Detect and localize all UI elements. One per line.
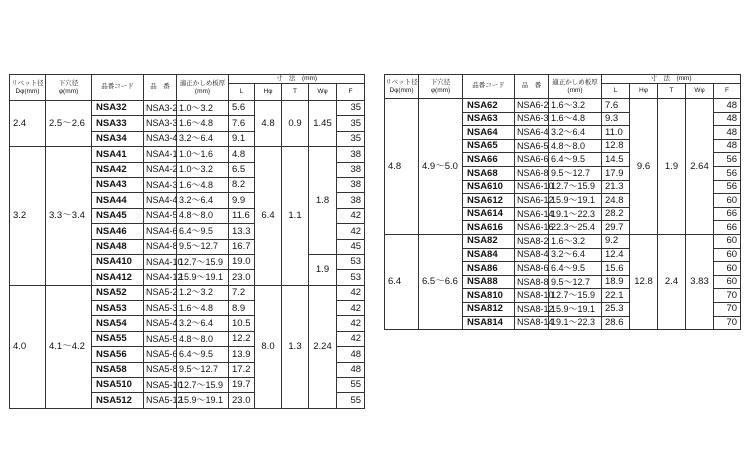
product-code-cell: NSA612: [463, 194, 515, 208]
grip-cell: 4.8～8.0: [177, 208, 229, 223]
item-no-cell: NSA5-8: [144, 362, 177, 377]
F-cell: 70: [714, 289, 741, 303]
item-no-cell: NSA6-3: [515, 112, 549, 126]
L-cell: 24.8: [602, 194, 630, 208]
L-cell: 7.2: [229, 285, 255, 300]
item-no-cell: NSA6-6: [515, 153, 549, 167]
F-cell: 55: [337, 378, 365, 393]
L-cell: 17.9: [602, 166, 630, 180]
L-cell: 17.2: [229, 362, 255, 377]
grip-cell: 12.7～15.9: [549, 180, 602, 194]
F-cell: 66: [714, 221, 741, 235]
header-hole-dia: 下穴径 φ(mm): [46, 75, 92, 101]
product-code-cell: NSA410: [92, 254, 144, 269]
product-code-cell: NSA55: [92, 331, 144, 346]
item-no-cell: NSA4-5: [144, 208, 177, 223]
header-T: T: [282, 84, 309, 101]
item-no-cell: NSA6-8: [515, 166, 549, 180]
product-code-cell: NSA610: [463, 180, 515, 194]
product-code-cell: NSA68: [463, 166, 515, 180]
H-cell: 6.4: [255, 147, 282, 286]
rivet-dia-cell: 4.8: [385, 99, 419, 235]
item-no-cell: NSA6-16: [515, 221, 549, 235]
F-cell: 42: [337, 224, 365, 239]
item-no-cell: NSA8-2: [515, 234, 549, 248]
F-cell: 56: [714, 180, 741, 194]
header-grip: 適正かしめ板厚 (mm): [177, 75, 229, 101]
product-code-cell: NSA66: [463, 153, 515, 167]
rivet-dia-cell: 2.4: [10, 101, 46, 147]
L-cell: 8.9: [229, 301, 255, 316]
F-cell: 60: [714, 262, 741, 276]
item-no-cell: NSA8-4: [515, 248, 549, 262]
header-Hphi: Hφ: [630, 84, 658, 99]
L-cell: 23.0: [229, 393, 255, 408]
grip-cell: 1.6～4.8: [549, 112, 602, 126]
item-no-cell: NSA6-4: [515, 126, 549, 140]
L-cell: 29.7: [602, 221, 630, 235]
product-code-cell: NSA510: [92, 378, 144, 393]
product-code-cell: NSA48: [92, 239, 144, 254]
header-item-no: 品 番: [144, 75, 177, 101]
item-no-cell: NSA4-8: [144, 239, 177, 254]
L-cell: 25.3: [602, 302, 630, 316]
header-T: T: [658, 84, 686, 99]
W-cell: 2.64: [686, 99, 714, 235]
grip-cell: 3.2～6.4: [177, 316, 229, 331]
item-no-cell: NSA5-2: [144, 285, 177, 300]
table-row: [385, 234, 741, 248]
F-cell: 42: [337, 331, 365, 346]
L-cell: 7.6: [602, 99, 630, 113]
H-cell: 12.8: [630, 234, 658, 329]
W-cell: 1.8: [309, 147, 337, 255]
item-no-cell: NSA6-2: [515, 99, 549, 113]
F-cell: 60: [714, 194, 741, 208]
F-cell: 48: [714, 112, 741, 126]
F-cell: 60: [714, 275, 741, 289]
L-cell: 14.5: [602, 153, 630, 167]
product-code-cell: NSA64: [463, 126, 515, 140]
L-cell: 12.8: [602, 139, 630, 153]
rivet-dia-cell: 4.0: [10, 285, 46, 408]
F-cell: 70: [714, 302, 741, 316]
H-cell: 9.6: [630, 99, 658, 235]
grip-cell: 1.0～1.6: [177, 147, 229, 162]
F-cell: 42: [337, 285, 365, 300]
product-code-cell: NSA88: [463, 275, 515, 289]
item-no-cell: NSA8-10: [515, 289, 549, 303]
F-cell: 53: [337, 270, 365, 285]
table-row: [10, 147, 365, 162]
header-dims: 寸 法 (mm): [602, 75, 741, 84]
F-cell: 48: [714, 139, 741, 153]
L-cell: 28.6: [602, 316, 630, 330]
item-no-cell: NSA4-4: [144, 193, 177, 208]
product-code-cell: NSA44: [92, 193, 144, 208]
header-F: F: [714, 84, 741, 99]
item-no-cell: NSA4-1: [144, 147, 177, 162]
product-code-cell: NSA52: [92, 285, 144, 300]
T-cell: 1.1: [282, 147, 309, 286]
L-cell: 18.9: [602, 275, 630, 289]
item-no-cell: NSA4-2: [144, 162, 177, 177]
table-row: [10, 285, 365, 300]
W-cell: 1.45: [309, 101, 337, 147]
H-cell: 8.0: [255, 285, 282, 408]
product-code-cell: NSA63: [463, 112, 515, 126]
rivet-dia-cell: 6.4: [385, 234, 419, 329]
item-no-cell: NSA6-10: [515, 180, 549, 194]
grip-cell: 15.9～19.1: [177, 393, 229, 408]
F-cell: 48: [714, 126, 741, 140]
grip-cell: 6.4～9.5: [177, 347, 229, 362]
item-no-cell: NSA3-3: [144, 116, 177, 131]
table-row: [385, 99, 741, 113]
F-cell: 35: [337, 131, 365, 146]
grip-cell: 1.6～3.2: [549, 234, 602, 248]
item-no-cell: NSA6-12: [515, 194, 549, 208]
F-cell: 48: [714, 99, 741, 113]
header-Wphi: Wφ: [686, 84, 714, 99]
grip-cell: 9.5～12.7: [177, 362, 229, 377]
grip-cell: 12.7～15.9: [177, 378, 229, 393]
grip-cell: 6.4～9.5: [177, 224, 229, 239]
grip-cell: 1.6～3.2: [549, 99, 602, 113]
hole-dia-cell: 2.5～2.6: [46, 101, 92, 147]
F-cell: 56: [714, 153, 741, 167]
grip-cell: 4.8～8.0: [177, 331, 229, 346]
F-cell: 60: [714, 248, 741, 262]
item-no-cell: NSA5-5: [144, 331, 177, 346]
product-code-cell: NSA84: [463, 248, 515, 262]
product-code-cell: NSA46: [92, 224, 144, 239]
grip-cell: 9.5～12.7: [549, 166, 602, 180]
grip-cell: 4.8～8.0: [549, 139, 602, 153]
item-no-cell: NSA3-2: [144, 101, 177, 116]
L-cell: 19.0: [229, 254, 255, 269]
item-no-cell: NSA5-6: [144, 347, 177, 362]
F-cell: 45: [337, 239, 365, 254]
L-cell: 16.7: [229, 239, 255, 254]
item-no-cell: NSA5-10: [144, 378, 177, 393]
L-cell: 7.6: [229, 116, 255, 131]
T-cell: 1.3: [282, 285, 309, 408]
L-cell: 12.4: [602, 248, 630, 262]
product-code-cell: NSA82: [463, 234, 515, 248]
item-no-cell: NSA4-10: [144, 254, 177, 269]
product-code-cell: NSA33: [92, 116, 144, 131]
grip-cell: 15.9～19.1: [177, 270, 229, 285]
T-cell: 1.9: [658, 99, 686, 235]
L-cell: 11.6: [229, 208, 255, 223]
product-code-cell: NSA53: [92, 301, 144, 316]
L-cell: 28.2: [602, 207, 630, 221]
L-cell: 9.1: [229, 131, 255, 146]
header-item-no: 品 番: [515, 75, 549, 99]
hole-dia-cell: 4.9～5.0: [419, 99, 463, 235]
T-cell: 2.4: [658, 234, 686, 329]
header-dims: 寸 法 (mm): [229, 75, 365, 84]
grip-cell: 9.5～12.7: [549, 275, 602, 289]
grip-cell: 3.2～6.4: [549, 126, 602, 140]
product-code-cell: NSA34: [92, 131, 144, 146]
hole-dia-cell: 4.1～4.2: [46, 285, 92, 408]
header-rivet-dia: リベット径 Dφ(mm): [385, 75, 419, 99]
F-cell: 53: [337, 254, 365, 269]
F-cell: 56: [714, 166, 741, 180]
F-cell: 55: [337, 393, 365, 408]
grip-cell: 1.0～3.2: [177, 162, 229, 177]
header-product-code: 品番コード: [463, 75, 515, 99]
left-spec-table: [9, 74, 365, 409]
product-code-cell: NSA65: [463, 139, 515, 153]
product-code-cell: NSA32: [92, 101, 144, 116]
item-no-cell: NSA4-12: [144, 270, 177, 285]
grip-cell: 3.2～6.4: [177, 193, 229, 208]
F-cell: 38: [337, 193, 365, 208]
F-cell: 48: [337, 347, 365, 362]
grip-cell: 1.0～3.2: [177, 101, 229, 116]
grip-cell: 1.6～4.8: [177, 116, 229, 131]
F-cell: 38: [337, 147, 365, 162]
item-no-cell: NSA5-12: [144, 393, 177, 408]
product-code-cell: NSA62: [463, 99, 515, 113]
item-no-cell: NSA6-5: [515, 139, 549, 153]
item-no-cell: NSA8-14: [515, 316, 549, 330]
product-code-cell: NSA43: [92, 177, 144, 192]
L-cell: 11.0: [602, 126, 630, 140]
header-Wphi: Wφ: [309, 84, 337, 101]
L-cell: 5.6: [229, 101, 255, 116]
product-code-cell: NSA56: [92, 347, 144, 362]
product-code-cell: NSA42: [92, 162, 144, 177]
F-cell: 38: [337, 162, 365, 177]
L-cell: 6.5: [229, 162, 255, 177]
W-cell: 1.9: [309, 254, 337, 285]
grip-cell: 15.9～19.1: [549, 194, 602, 208]
grip-cell: 3.2～6.4: [549, 248, 602, 262]
product-code-cell: NSA810: [463, 289, 515, 303]
L-cell: 22.1: [602, 289, 630, 303]
grip-cell: 6.4～9.5: [549, 153, 602, 167]
grip-cell: 6.4～9.5: [549, 262, 602, 276]
product-code-cell: NSA812: [463, 302, 515, 316]
L-cell: 4.8: [229, 147, 255, 162]
product-code-cell: NSA41: [92, 147, 144, 162]
header-hole-dia: 下穴径 φ(mm): [419, 75, 463, 99]
L-cell: 15.6: [602, 262, 630, 276]
item-no-cell: NSA4-3: [144, 177, 177, 192]
header-L: L: [602, 84, 630, 99]
item-no-cell: NSA4-6: [144, 224, 177, 239]
item-no-cell: NSA8-8: [515, 275, 549, 289]
table-row: [10, 101, 365, 116]
L-cell: 13.9: [229, 347, 255, 362]
header-rivet-dia: リベット径 Dφ(mm): [10, 75, 46, 101]
grip-cell: 15.9～19.1: [549, 302, 602, 316]
F-cell: 70: [714, 316, 741, 330]
grip-cell: 1.2～3.2: [177, 285, 229, 300]
product-code-cell: NSA54: [92, 316, 144, 331]
F-cell: 60: [714, 234, 741, 248]
F-cell: 35: [337, 116, 365, 131]
F-cell: 38: [337, 177, 365, 192]
item-no-cell: NSA8-12: [515, 302, 549, 316]
T-cell: 0.9: [282, 101, 309, 147]
H-cell: 4.8: [255, 101, 282, 147]
grip-cell: 3.2～6.4: [177, 131, 229, 146]
W-cell: 3.83: [686, 234, 714, 329]
product-code-cell: NSA616: [463, 221, 515, 235]
L-cell: 8.2: [229, 177, 255, 192]
grip-cell: 19.1～22.3: [549, 316, 602, 330]
grip-cell: 22.3～25.4: [549, 221, 602, 235]
grip-cell: 12.7～15.9: [177, 254, 229, 269]
item-no-cell: NSA5-4: [144, 316, 177, 331]
product-code-cell: NSA614: [463, 207, 515, 221]
item-no-cell: NSA8-6: [515, 262, 549, 276]
right-spec-table: [384, 74, 741, 330]
grip-cell: 9.5～12.7: [177, 239, 229, 254]
product-code-cell: NSA58: [92, 362, 144, 377]
F-cell: 48: [337, 362, 365, 377]
header-F: F: [337, 84, 365, 101]
item-no-cell: NSA5-3: [144, 301, 177, 316]
L-cell: 9.2: [602, 234, 630, 248]
F-cell: 66: [714, 207, 741, 221]
rivet-dia-cell: 3.2: [10, 147, 46, 286]
L-cell: 9.9: [229, 193, 255, 208]
grip-cell: 1.6～4.8: [177, 301, 229, 316]
product-code-cell: NSA814: [463, 316, 515, 330]
header-grip: 適正かしめ板厚 (mm): [549, 75, 602, 99]
header-Hphi: Hφ: [255, 84, 282, 101]
product-code-cell: NSA412: [92, 270, 144, 285]
item-no-cell: NSA6-14: [515, 207, 549, 221]
L-cell: 19.7: [229, 378, 255, 393]
L-cell: 10.5: [229, 316, 255, 331]
L-cell: 13.3: [229, 224, 255, 239]
product-code-cell: NSA45: [92, 208, 144, 223]
F-cell: 42: [337, 208, 365, 223]
grip-cell: 1.6～4.8: [177, 177, 229, 192]
F-cell: 42: [337, 301, 365, 316]
header-L: L: [229, 84, 255, 101]
header-product-code: 品番コード: [92, 75, 144, 101]
grip-cell: 19.1～22.3: [549, 207, 602, 221]
W-cell: 2.24: [309, 285, 337, 408]
L-cell: 12.2: [229, 331, 255, 346]
F-cell: 35: [337, 101, 365, 116]
grip-cell: 12.7～15.9: [549, 289, 602, 303]
item-no-cell: NSA3-4: [144, 131, 177, 146]
product-code-cell: NSA86: [463, 262, 515, 276]
product-code-cell: NSA512: [92, 393, 144, 408]
hole-dia-cell: 3.3～3.4: [46, 147, 92, 286]
L-cell: 21.3: [602, 180, 630, 194]
F-cell: 42: [337, 316, 365, 331]
L-cell: 9.3: [602, 112, 630, 126]
L-cell: 23.0: [229, 270, 255, 285]
hole-dia-cell: 6.5～6.6: [419, 234, 463, 329]
